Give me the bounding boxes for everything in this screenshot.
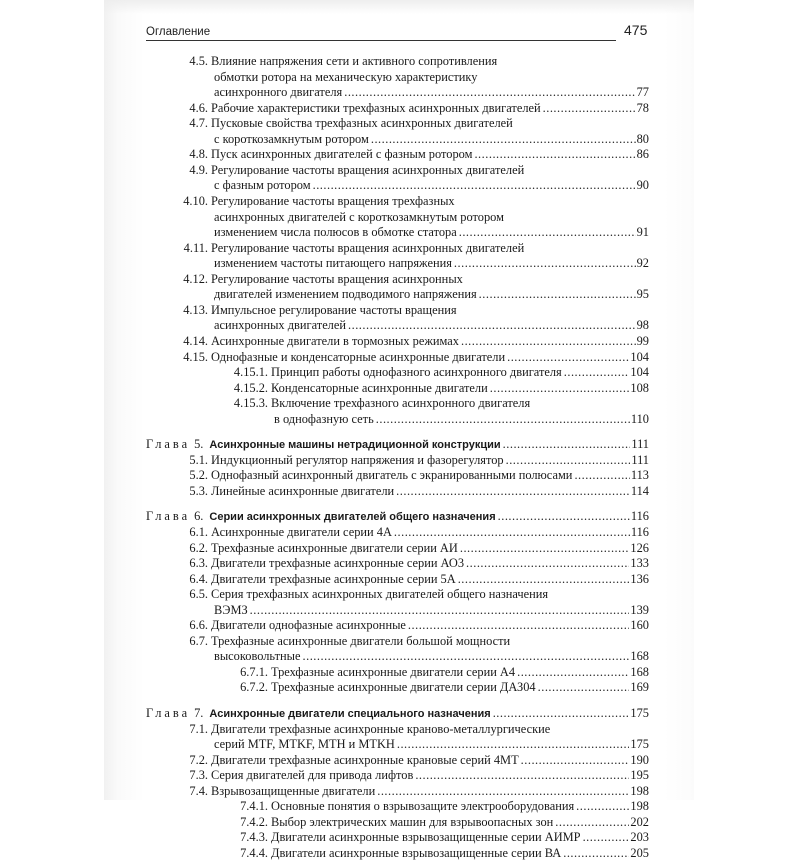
section-number: 4.11. bbox=[183, 240, 208, 255]
dot-leader bbox=[564, 365, 630, 380]
toc-entry[interactable] bbox=[186, 556, 649, 571]
section-title: Линейные асинхронные двигатели bbox=[211, 483, 395, 498]
section-number: 6.1. bbox=[189, 525, 208, 539]
section-page-link: 91 bbox=[636, 225, 649, 240]
toc-entry[interactable] bbox=[214, 85, 649, 100]
section-title: Однофазный асинхронный двигатель с экранированными полюсами bbox=[211, 468, 573, 483]
section-page-link: 108 bbox=[630, 380, 649, 395]
section-title: Пусковые свойства трехфазных асинхронных двигателей bbox=[211, 116, 513, 131]
section-number: 7.3. bbox=[189, 768, 208, 783]
dot-leader bbox=[583, 830, 630, 845]
section-title: Асинхронные двигатели в тормозных режимах bbox=[211, 333, 459, 348]
chapter-number: 5. bbox=[194, 437, 204, 452]
section-title: Двигатели трехфазные асинхронные крановые серий 4МТ bbox=[211, 752, 519, 767]
section-number: 4.15.3. bbox=[233, 396, 268, 411]
toc-entry-line bbox=[186, 116, 649, 131]
section-number: 7.4. bbox=[189, 783, 208, 798]
toc-entry[interactable] bbox=[212, 365, 649, 380]
toc-entry[interactable] bbox=[186, 101, 649, 116]
section-title-continued: ВЭМЗ bbox=[214, 602, 248, 617]
toc-entry[interactable] bbox=[186, 484, 649, 499]
section-page-link: 86 bbox=[636, 147, 649, 162]
toc-entry[interactable] bbox=[186, 572, 649, 587]
chapter-title: Асинхронные двигатели специального назначения bbox=[209, 708, 491, 720]
section-page-link: 168 bbox=[630, 649, 649, 664]
section-title: Двигатели трехфазные асинхронные серии 5А bbox=[211, 571, 456, 586]
toc-entry-line bbox=[186, 163, 649, 178]
dot-leader bbox=[479, 287, 636, 302]
section-number: 4.9. bbox=[189, 162, 208, 177]
section-title: Двигатели трехфазные асинхронные крановo-металлургические bbox=[211, 721, 551, 736]
section-number: 7.4.2. bbox=[240, 814, 268, 829]
section-title: Основные понятия о взрывозащите электрооборудования bbox=[271, 799, 575, 814]
section-number: 4.14. bbox=[183, 333, 208, 348]
dot-leader bbox=[303, 649, 630, 664]
section-page-link: 110 bbox=[630, 411, 649, 426]
toc-entry-line bbox=[178, 241, 649, 256]
dot-leader bbox=[493, 706, 630, 721]
dot-leader bbox=[454, 256, 636, 271]
dot-leader bbox=[371, 132, 636, 147]
toc-entry[interactable] bbox=[214, 225, 649, 240]
toc-entry[interactable] bbox=[214, 737, 649, 752]
dot-leader bbox=[376, 412, 630, 427]
dot-leader bbox=[313, 178, 636, 193]
section-page-link: 104 bbox=[630, 349, 649, 364]
section-number: 4.15.1. bbox=[233, 365, 268, 379]
toc-entry[interactable] bbox=[214, 287, 649, 302]
chapter-title: Серии асинхронных двигателей общего назначения bbox=[209, 511, 496, 524]
section-title: Трехфазные асинхронные двигатели серии АИ bbox=[211, 540, 458, 555]
toc-entry[interactable] bbox=[212, 830, 649, 845]
section-title: Импульсное регулирование частоты вращения bbox=[211, 302, 457, 317]
section-title-continued: с короткозамкнутым ротором bbox=[214, 131, 369, 146]
section-title: Трехфазные асинхронные двигатели большой мощности bbox=[211, 633, 511, 648]
dot-leader bbox=[396, 484, 630, 499]
dot-leader bbox=[576, 799, 629, 814]
toc-entry[interactable] bbox=[186, 618, 649, 633]
section-title: Индукционный регулятор напряжения и фазорегулятор bbox=[211, 452, 504, 467]
section-title: Асинхронные двигатели серии 4А bbox=[211, 525, 392, 539]
section-page-link: 77 bbox=[636, 85, 649, 100]
section-title: Двигатели асинхронные взрывозащищенные серии АИМР bbox=[271, 830, 581, 845]
section-page-link: 113 bbox=[630, 468, 649, 483]
section-title: Принцип работы однофазного асинхронного двигателя bbox=[271, 365, 562, 379]
toc-entry[interactable] bbox=[274, 412, 649, 427]
dot-leader bbox=[517, 665, 629, 680]
chapter-number: 7. bbox=[194, 706, 204, 720]
toc-entry[interactable] bbox=[186, 525, 649, 540]
dot-leader bbox=[348, 318, 636, 333]
section-title: Двигатели трехфазные асинхронные серии АО3 bbox=[211, 556, 465, 571]
toc-entry[interactable] bbox=[186, 468, 649, 483]
section-page-link: 168 bbox=[630, 664, 649, 679]
toc-entry[interactable] bbox=[178, 334, 649, 349]
toc-entry[interactable] bbox=[186, 541, 649, 556]
dot-leader bbox=[397, 737, 630, 752]
section-page-link: 95 bbox=[636, 287, 649, 302]
section-page-link: 202 bbox=[630, 814, 649, 829]
section-page-link: 169 bbox=[630, 680, 649, 695]
section-page-link: 205 bbox=[630, 845, 649, 860]
dot-leader bbox=[415, 768, 629, 783]
section-page-link: 98 bbox=[636, 318, 649, 333]
toc-chapter[interactable] bbox=[146, 509, 649, 524]
toc-entry[interactable] bbox=[186, 147, 649, 162]
section-title-continued: с фазным ротором bbox=[214, 178, 311, 193]
dot-leader bbox=[543, 101, 636, 116]
toc-entry[interactable] bbox=[186, 784, 649, 799]
dot-leader bbox=[458, 572, 630, 587]
toc-entry[interactable] bbox=[214, 132, 649, 147]
section-page-link: 104 bbox=[630, 365, 649, 379]
toc-entry[interactable] bbox=[186, 768, 649, 783]
section-number: 4.15. bbox=[183, 349, 208, 364]
section-title: Рабочие характеристики трехфазных асинхронных двигателей bbox=[211, 100, 541, 115]
section-title: Взрывозащищенные двигатели bbox=[211, 783, 376, 798]
section-page-link: 126 bbox=[630, 540, 649, 555]
dot-leader bbox=[408, 618, 630, 633]
section-number: 4.7. bbox=[189, 116, 208, 131]
toc-entry-line bbox=[178, 303, 649, 318]
dot-leader bbox=[377, 784, 629, 799]
section-title: Трехфазные асинхронные двигатели серии А4 bbox=[271, 664, 516, 679]
section-number: 6.6. bbox=[189, 618, 208, 633]
section-page-link: 198 bbox=[630, 783, 649, 798]
section-page-link: 203 bbox=[630, 830, 649, 845]
section-number: 6.7. bbox=[189, 633, 208, 648]
section-title-continued: асинхронных двигателей с короткозамкнутым ротором bbox=[214, 209, 504, 224]
dot-leader bbox=[461, 334, 636, 349]
toc-entry[interactable] bbox=[214, 649, 649, 664]
dot-leader bbox=[394, 525, 630, 540]
toc-entry-line bbox=[186, 54, 649, 69]
section-page-link: 90 bbox=[636, 178, 649, 193]
section-title: Влияние напряжения сети и активного сопротивления bbox=[211, 54, 498, 68]
section-number: 4.5. bbox=[189, 54, 208, 68]
dot-leader bbox=[498, 509, 630, 524]
section-title: Однофазные и конденсаторные асинхронные двигатели bbox=[211, 349, 506, 364]
section-number: 4.6. bbox=[189, 100, 208, 115]
section-title-continued: высоковольтные bbox=[214, 649, 301, 664]
section-number: 6.5. bbox=[189, 587, 208, 602]
chapter-label: Глава bbox=[146, 509, 191, 524]
section-page-link: 160 bbox=[630, 618, 649, 633]
section-page-link: 99 bbox=[636, 333, 649, 348]
section-number: 5.2. bbox=[189, 468, 208, 483]
section-title: Пуск асинхронных двигателей с фазным ротором bbox=[211, 147, 473, 162]
section-number: 4.12. bbox=[183, 271, 208, 286]
toc-entry[interactable] bbox=[212, 799, 649, 814]
toc-entry[interactable] bbox=[178, 350, 649, 365]
toc-entry-line bbox=[178, 272, 649, 287]
section-title: Конденсаторные асинхронные двигатели bbox=[271, 380, 488, 395]
section-number: 6.3. bbox=[189, 556, 208, 571]
toc-entry[interactable] bbox=[212, 381, 649, 396]
section-title: Трехфазные асинхронные двигатели серии ДАЗ04 bbox=[271, 680, 536, 695]
section-title: Двигатели асинхронные взрывозащищенные серии ВА bbox=[271, 845, 562, 860]
section-title-continued: асинхронного двигателя bbox=[214, 85, 343, 100]
chapter-number: 6. bbox=[194, 509, 204, 524]
section-title: Двигатели однофазные асинхронные bbox=[211, 618, 406, 633]
toc-entry-line bbox=[214, 70, 649, 85]
section-page-link: 136 bbox=[630, 571, 649, 586]
section-title: Серия трехфазных асинхронных двигателей общего назначения bbox=[211, 587, 549, 602]
toc-entry[interactable] bbox=[212, 680, 649, 695]
section-title-continued: обмотки ротора на механическую характеристику bbox=[214, 69, 478, 84]
toc-entry[interactable] bbox=[186, 753, 649, 768]
section-number: 6.7.2. bbox=[240, 680, 268, 695]
dot-leader bbox=[466, 556, 629, 571]
section-title: Выбор электрических машин для взрывоопасных зон bbox=[271, 814, 554, 829]
section-number: 7.4.4. bbox=[240, 845, 268, 860]
section-number: 4.8. bbox=[189, 147, 208, 162]
section-page-link: 78 bbox=[636, 100, 649, 115]
dot-leader bbox=[521, 753, 630, 768]
section-page-link: 198 bbox=[630, 799, 649, 814]
dot-leader bbox=[507, 350, 629, 365]
section-title-continued: изменением частоты питающего напряжения bbox=[214, 256, 452, 271]
section-page-link: 80 bbox=[636, 131, 649, 146]
toc-entry-line bbox=[186, 722, 649, 737]
section-title: Регулирование частоты вращения асинхронных двигателей bbox=[211, 240, 525, 255]
section-page-link: 190 bbox=[630, 752, 649, 767]
section-title: Регулирование частоты вращения трехфазных bbox=[211, 194, 455, 208]
chapter-page-link: 175 bbox=[630, 706, 649, 720]
section-number: 7.4.1. bbox=[240, 799, 268, 814]
chapter-title: Асинхронные машины нетрадиционной конструкции bbox=[209, 439, 501, 452]
dot-leader bbox=[506, 453, 631, 468]
toc-chapter[interactable] bbox=[146, 437, 649, 452]
toc-entry-line bbox=[212, 396, 649, 411]
dot-leader bbox=[503, 437, 631, 452]
section-page-link: 195 bbox=[630, 768, 649, 783]
section-page-link: 114 bbox=[630, 483, 649, 498]
section-number: 7.1. bbox=[189, 721, 208, 736]
dot-leader bbox=[574, 468, 629, 483]
dot-leader bbox=[474, 147, 635, 162]
running-head-title: Оглавление bbox=[146, 24, 616, 41]
section-number: 6.2. bbox=[189, 540, 208, 555]
toc-entry[interactable] bbox=[212, 665, 649, 680]
section-title-continued: серий MTF, MTKF, MTH и MTKH bbox=[214, 737, 395, 752]
section-number: 5.1. bbox=[189, 452, 208, 467]
chapter-page-link: 111 bbox=[631, 437, 649, 452]
section-page-link: 175 bbox=[630, 737, 649, 752]
section-number: 4.13. bbox=[183, 302, 208, 317]
toc-entry[interactable] bbox=[186, 453, 649, 468]
section-page-link: 92 bbox=[636, 256, 649, 271]
section-number: 4.15.2. bbox=[233, 380, 268, 395]
section-title-continued: двигателей изменением подводимого напряжения bbox=[214, 287, 477, 302]
section-number: 6.7.1. bbox=[240, 664, 268, 679]
section-title: Включение трехфазного асинхронного двигателя bbox=[271, 396, 531, 411]
section-title-continued: асинхронных двигателей bbox=[214, 318, 347, 333]
section-page-link: 111 bbox=[631, 452, 649, 467]
section-page-link: 139 bbox=[630, 602, 649, 617]
dot-leader bbox=[490, 381, 630, 396]
toc-entry-line bbox=[186, 634, 649, 649]
chapter-label: Глава bbox=[146, 437, 191, 452]
toc-entry-line bbox=[214, 210, 649, 225]
section-title-continued: в однофазную сеть bbox=[274, 411, 374, 426]
toc-entry[interactable] bbox=[214, 318, 649, 333]
section-title-continued: изменением числа полюсов в обмотке статора bbox=[214, 225, 457, 240]
section-title: Серия двигателей для привода лифтов bbox=[211, 768, 414, 783]
toc-entry[interactable] bbox=[214, 256, 649, 271]
section-page-link: 133 bbox=[630, 556, 649, 571]
dot-leader bbox=[459, 225, 636, 240]
toc-chapter[interactable] bbox=[146, 706, 649, 721]
toc-entry-line bbox=[178, 194, 649, 209]
section-page-link: 116 bbox=[630, 525, 649, 539]
dot-leader bbox=[460, 541, 630, 556]
toc-entry[interactable] bbox=[214, 178, 649, 193]
chapter-page-link: 116 bbox=[630, 509, 649, 524]
dot-leader bbox=[250, 603, 630, 618]
toc-entry[interactable] bbox=[212, 815, 649, 830]
section-title: Регулирование частоты вращения асинхронных двигателей bbox=[211, 162, 525, 177]
section-number: 7.2. bbox=[189, 752, 208, 767]
toc-entry[interactable] bbox=[214, 603, 649, 618]
section-number: 4.10. bbox=[183, 194, 208, 208]
toc-entry-line bbox=[186, 587, 649, 602]
dot-leader bbox=[538, 680, 630, 695]
toc-entry[interactable] bbox=[212, 846, 649, 861]
dot-leader bbox=[344, 85, 635, 100]
dot-leader bbox=[555, 815, 629, 830]
section-number: 7.4.3. bbox=[240, 830, 268, 845]
section-number: 5.3. bbox=[189, 483, 208, 498]
dot-leader bbox=[563, 846, 629, 861]
page-number: 475 bbox=[624, 22, 648, 38]
section-title: Регулирование частоты вращения асинхронных bbox=[211, 271, 463, 286]
section-number: 6.4. bbox=[189, 571, 208, 586]
chapter-label: Глава bbox=[146, 706, 191, 720]
